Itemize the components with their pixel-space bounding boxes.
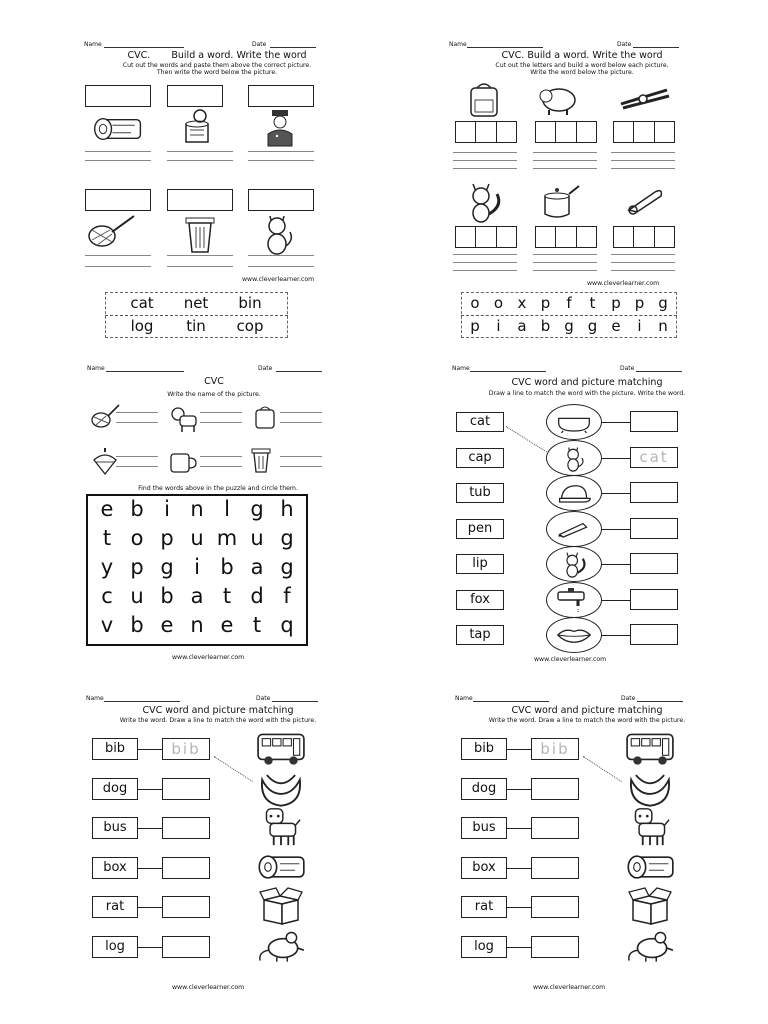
instruction-line-1: Cut out the letters and build a word below each picture. bbox=[495, 62, 669, 69]
puzzle-letter[interactable]: n bbox=[190, 497, 204, 521]
puzzle-letter[interactable]: b bbox=[130, 613, 144, 637]
puzzle-letter[interactable]: g bbox=[280, 555, 294, 579]
cut-out-letter[interactable]: a bbox=[517, 317, 527, 335]
write-line[interactable] bbox=[533, 270, 597, 271]
write-line[interactable] bbox=[280, 412, 322, 413]
connector-line bbox=[602, 422, 630, 423]
date-field[interactable] bbox=[636, 371, 682, 372]
worksheet-word-matching-2 bbox=[455, 694, 755, 1004]
bin-icon bbox=[250, 446, 272, 474]
letter-boxes[interactable] bbox=[535, 121, 597, 143]
word-box[interactable]: cap bbox=[456, 448, 504, 468]
write-line[interactable] bbox=[200, 422, 242, 423]
write-line[interactable] bbox=[248, 266, 314, 267]
write-line[interactable] bbox=[200, 466, 242, 467]
letter-boxes[interactable] bbox=[613, 226, 675, 248]
trace-word-box[interactable]: bib bbox=[162, 738, 210, 760]
answer-box[interactable] bbox=[630, 482, 678, 503]
write-line[interactable] bbox=[116, 422, 158, 423]
word-box[interactable]: pen bbox=[456, 519, 504, 539]
word-box[interactable]: fox bbox=[456, 590, 504, 610]
trace-word-box[interactable]: cat bbox=[630, 447, 678, 468]
write-line[interactable] bbox=[85, 151, 151, 152]
write-line[interactable] bbox=[167, 151, 233, 152]
fox-icon bbox=[465, 180, 505, 224]
write-line[interactable] bbox=[85, 266, 151, 267]
cut-out-letter[interactable]: o bbox=[470, 294, 480, 312]
cap-icon bbox=[556, 479, 592, 507]
write-line[interactable] bbox=[453, 270, 517, 271]
cut-out-word[interactable]: tin bbox=[186, 317, 206, 335]
tin-can-icon bbox=[180, 108, 214, 144]
connector-line bbox=[507, 789, 531, 790]
word-box[interactable]: bus bbox=[92, 817, 138, 839]
cut-out-letter[interactable]: p bbox=[634, 294, 645, 312]
dog-icon[interactable] bbox=[625, 807, 675, 847]
cup-icon bbox=[168, 450, 198, 474]
puzzle-letter[interactable]: a bbox=[190, 584, 204, 608]
paste-box-4[interactable] bbox=[85, 189, 151, 211]
write-line[interactable] bbox=[611, 262, 675, 263]
log-icon bbox=[90, 112, 146, 146]
puzzle-letter[interactable]: h bbox=[280, 497, 294, 521]
write-line[interactable] bbox=[116, 456, 158, 457]
bib-icon[interactable] bbox=[256, 768, 306, 808]
instruction: Write the name of the picture. bbox=[167, 391, 261, 398]
bag-icon bbox=[465, 80, 503, 118]
tap-icon bbox=[556, 586, 592, 614]
answer-box[interactable] bbox=[162, 778, 210, 800]
worksheet-header bbox=[452, 364, 752, 376]
word-box[interactable]: rat bbox=[92, 896, 138, 918]
paste-box-2[interactable] bbox=[167, 85, 223, 107]
website-url: www.cleverlearner.com bbox=[172, 984, 245, 991]
name-field[interactable] bbox=[470, 371, 546, 372]
example-match-line bbox=[214, 756, 253, 782]
letter-boxes[interactable] bbox=[613, 121, 675, 143]
bib-icon[interactable] bbox=[625, 768, 675, 808]
puzzle-letter[interactable]: b bbox=[160, 584, 174, 608]
bus-icon[interactable] bbox=[256, 728, 306, 768]
write-line[interactable] bbox=[533, 168, 597, 169]
paste-box-3[interactable] bbox=[248, 85, 314, 107]
log-icon[interactable] bbox=[625, 847, 675, 887]
letter-boxes[interactable] bbox=[535, 226, 597, 248]
worksheet-word-matching-1 bbox=[86, 694, 386, 1004]
word-box[interactable]: tap bbox=[456, 625, 504, 645]
answer-box[interactable] bbox=[531, 857, 579, 879]
cut-out-word[interactable]: cat bbox=[130, 294, 154, 312]
instruction-line-2: Write the word below the picture. bbox=[530, 69, 634, 76]
write-line[interactable] bbox=[453, 254, 517, 255]
answer-box[interactable] bbox=[630, 553, 678, 574]
dog-icon bbox=[168, 404, 200, 434]
date-field[interactable] bbox=[270, 47, 316, 48]
pen-icon bbox=[556, 515, 592, 543]
date-label: Date bbox=[620, 365, 635, 372]
write-line[interactable] bbox=[533, 152, 597, 153]
worksheet-picture-matching bbox=[452, 364, 752, 674]
write-line[interactable] bbox=[453, 168, 517, 169]
pot-icon bbox=[539, 182, 581, 220]
connector-line bbox=[602, 529, 630, 530]
tub-icon bbox=[556, 408, 592, 436]
date-label: Date bbox=[617, 41, 632, 48]
word-box[interactable]: bib bbox=[461, 738, 507, 760]
website-url: www.cleverlearner.com bbox=[534, 656, 607, 663]
worksheet-build-a-word-1 bbox=[82, 40, 382, 350]
instruction-line-2: Then write the word below the picture. bbox=[156, 69, 278, 76]
worksheet-title: CVC. Build a word. Write the word bbox=[501, 50, 663, 61]
date-label: Date bbox=[621, 695, 636, 702]
fox-icon bbox=[556, 550, 592, 578]
puzzle-letter[interactable]: t bbox=[102, 526, 112, 550]
write-line[interactable] bbox=[611, 160, 675, 161]
puzzle-instruction: Find the words above in the puzzle and circle them. bbox=[138, 485, 298, 492]
puzzle-letter[interactable]: e bbox=[100, 497, 114, 521]
cut-out-word[interactable]: bin bbox=[238, 294, 262, 312]
cut-out-letter[interactable]: o bbox=[493, 294, 504, 312]
write-line[interactable] bbox=[85, 160, 151, 161]
puzzle-letter[interactable]: y bbox=[100, 555, 114, 579]
name-label: Name bbox=[84, 41, 102, 48]
answer-box[interactable] bbox=[630, 518, 678, 539]
cut-out-letter[interactable]: g bbox=[658, 294, 668, 312]
answer-box[interactable] bbox=[531, 778, 579, 800]
word-box[interactable]: bib bbox=[92, 738, 138, 760]
word-box[interactable]: box bbox=[461, 857, 507, 879]
puzzle-letter[interactable]: u bbox=[190, 526, 204, 550]
answer-box[interactable] bbox=[162, 896, 210, 918]
trace-word-box[interactable]: bib bbox=[531, 738, 579, 760]
puzzle-letter[interactable]: n bbox=[190, 613, 204, 637]
word-box[interactable]: dog bbox=[92, 778, 138, 800]
date-field[interactable] bbox=[633, 47, 679, 48]
name-label: Name bbox=[455, 695, 473, 702]
name-field[interactable] bbox=[467, 47, 543, 48]
puzzle-letter[interactable]: v bbox=[100, 613, 114, 637]
puzzle-letter[interactable]: b bbox=[220, 555, 234, 579]
connector-line bbox=[138, 907, 162, 908]
cut-out-word[interactable]: cop bbox=[236, 317, 264, 335]
date-field[interactable] bbox=[276, 371, 322, 372]
connector-line bbox=[602, 600, 630, 601]
word-box[interactable]: bus bbox=[461, 817, 507, 839]
box-icon[interactable] bbox=[256, 886, 306, 926]
date-field[interactable] bbox=[637, 701, 683, 702]
connector-line bbox=[138, 828, 162, 829]
name-label: Name bbox=[452, 365, 470, 372]
puzzle-letter[interactable]: o bbox=[130, 526, 144, 550]
connector-line bbox=[507, 947, 531, 948]
answer-box[interactable] bbox=[630, 589, 678, 610]
word-box[interactable]: log bbox=[461, 936, 507, 958]
connector-line bbox=[507, 868, 531, 869]
name-label: Name bbox=[449, 41, 467, 48]
letter-boxes[interactable] bbox=[455, 226, 517, 248]
connector-line bbox=[138, 868, 162, 869]
cut-out-letter[interactable]: p bbox=[611, 294, 621, 312]
answer-box[interactable] bbox=[531, 936, 579, 958]
letter-boxes[interactable] bbox=[455, 121, 517, 143]
box-icon[interactable] bbox=[625, 886, 675, 926]
name-field[interactable] bbox=[104, 701, 180, 702]
puzzle-letter[interactable]: p bbox=[160, 526, 174, 550]
puzzle-letter[interactable]: p bbox=[130, 555, 144, 579]
cut-out-letter[interactable]: f bbox=[566, 294, 572, 312]
date-label: Date bbox=[256, 695, 271, 702]
write-line[interactable] bbox=[611, 152, 675, 153]
write-line[interactable] bbox=[611, 270, 675, 271]
cut-out-word[interactable]: net bbox=[183, 294, 209, 312]
example-match-line bbox=[506, 426, 549, 453]
cut-line bbox=[461, 315, 677, 316]
pin-icon bbox=[625, 186, 665, 216]
word-box[interactable]: cat bbox=[456, 412, 504, 432]
puzzle-letter[interactable]: u bbox=[250, 526, 264, 550]
word-box[interactable]: dog bbox=[461, 778, 507, 800]
puzzle-letter[interactable]: q bbox=[280, 613, 294, 637]
cut-line bbox=[105, 315, 288, 316]
answer-box[interactable] bbox=[162, 936, 210, 958]
puzzle-letter[interactable]: u bbox=[130, 584, 144, 608]
connector-line bbox=[507, 828, 531, 829]
write-line[interactable] bbox=[533, 254, 597, 255]
write-line[interactable] bbox=[85, 255, 151, 256]
puzzle-letter[interactable]: g bbox=[160, 555, 174, 579]
instruction: Write the word. Draw a line to match the word with the picture. bbox=[119, 717, 317, 724]
rat-icon[interactable] bbox=[625, 926, 675, 966]
website-url: www.cleverlearner.com bbox=[587, 280, 660, 287]
instruction-line-1: Cut out the words and paste them above the correct picture. bbox=[122, 62, 312, 69]
date-label: Date bbox=[258, 365, 273, 372]
puzzle-letter[interactable]: g bbox=[280, 526, 294, 550]
write-line[interactable] bbox=[611, 168, 675, 169]
bag-icon bbox=[252, 404, 278, 430]
net-icon bbox=[90, 402, 120, 432]
write-line[interactable] bbox=[453, 160, 517, 161]
answer-box[interactable] bbox=[531, 896, 579, 918]
puzzle-letter[interactable]: b bbox=[130, 497, 144, 521]
worksheet-title: CVC word and picture matching bbox=[142, 705, 294, 716]
write-line[interactable] bbox=[200, 412, 242, 413]
write-line[interactable] bbox=[280, 466, 322, 467]
cut-out-word[interactable]: log bbox=[130, 317, 154, 335]
worksheet-header bbox=[82, 364, 382, 376]
website-url: www.cleverlearner.com bbox=[242, 276, 315, 283]
worksheet-build-a-word-2 bbox=[447, 40, 747, 350]
cut-out-letter[interactable]: i bbox=[496, 317, 501, 335]
name-field[interactable] bbox=[106, 371, 184, 372]
puzzle-letter[interactable]: d bbox=[250, 584, 264, 608]
write-line[interactable] bbox=[116, 466, 158, 467]
dog-icon[interactable] bbox=[256, 807, 306, 847]
instruction: Write the word. Draw a line to match the word with the picture. bbox=[488, 717, 686, 724]
lip-icon bbox=[556, 621, 592, 649]
bus-icon[interactable] bbox=[625, 728, 675, 768]
worksheet-title: CVC word and picture matching bbox=[511, 705, 663, 716]
write-line[interactable] bbox=[280, 456, 322, 457]
puzzle-letter[interactable]: t bbox=[252, 613, 262, 637]
word-box[interactable]: box bbox=[92, 857, 138, 879]
write-line[interactable] bbox=[533, 160, 597, 161]
write-line[interactable] bbox=[248, 151, 314, 152]
cut-out-letter[interactable]: p bbox=[540, 294, 551, 312]
puzzle-letter[interactable]: c bbox=[101, 584, 113, 608]
connector-line bbox=[138, 947, 162, 948]
fishing-net-icon bbox=[86, 212, 138, 254]
puzzle-letter[interactable]: l bbox=[224, 497, 230, 521]
puzzle-letter[interactable]: f bbox=[283, 584, 291, 608]
pig-icon bbox=[537, 82, 583, 116]
answer-box[interactable] bbox=[630, 411, 678, 432]
write-line[interactable] bbox=[248, 160, 314, 161]
cut-out-letter[interactable]: g bbox=[587, 317, 598, 335]
connector-line bbox=[507, 907, 531, 908]
cut-out-letter[interactable]: p bbox=[470, 317, 480, 335]
write-line[interactable] bbox=[200, 456, 242, 457]
answer-box[interactable] bbox=[531, 817, 579, 839]
connector-line bbox=[138, 749, 162, 750]
connector-line bbox=[602, 635, 630, 636]
write-line[interactable] bbox=[453, 152, 517, 153]
write-line[interactable] bbox=[453, 262, 517, 263]
puzzle-letter[interactable]: e bbox=[160, 613, 174, 637]
write-line[interactable] bbox=[248, 255, 314, 256]
example-match-line bbox=[583, 756, 622, 782]
write-line[interactable] bbox=[167, 266, 233, 267]
word-box[interactable]: lip bbox=[456, 554, 504, 574]
top-icon bbox=[92, 446, 118, 476]
puzzle-letter[interactable]: a bbox=[250, 555, 264, 579]
word-box[interactable]: rat bbox=[461, 896, 507, 918]
cut-out-letter[interactable]: e bbox=[611, 317, 621, 335]
name-field[interactable] bbox=[473, 701, 549, 702]
log-icon[interactable] bbox=[256, 847, 306, 887]
puzzle-letter[interactable]: i bbox=[164, 497, 170, 521]
word-box[interactable]: log bbox=[92, 936, 138, 958]
connector-line bbox=[138, 789, 162, 790]
instruction: Draw a line to match the word with the picture. Write the word. bbox=[488, 390, 686, 397]
write-line[interactable] bbox=[167, 255, 233, 256]
date-field[interactable] bbox=[272, 701, 318, 702]
puzzle-letter[interactable]: m bbox=[216, 526, 238, 550]
police-officer-icon bbox=[262, 108, 298, 148]
write-line[interactable] bbox=[167, 160, 233, 161]
answer-box[interactable] bbox=[162, 817, 210, 839]
cat-icon bbox=[556, 444, 592, 472]
cut-out-letter[interactable]: n bbox=[658, 317, 668, 335]
answer-box[interactable] bbox=[162, 857, 210, 879]
puzzle-letter[interactable]: g bbox=[250, 497, 264, 521]
date-label: Date bbox=[252, 41, 267, 48]
paste-box-1[interactable] bbox=[85, 85, 151, 107]
paste-box-6[interactable] bbox=[248, 189, 314, 211]
write-line[interactable] bbox=[116, 412, 158, 413]
connector-line bbox=[602, 493, 630, 494]
worksheet-title: CVC bbox=[204, 376, 224, 387]
paste-box-5[interactable] bbox=[167, 189, 233, 211]
name-label: Name bbox=[86, 695, 104, 702]
connector-line bbox=[602, 458, 630, 459]
cut-out-letter[interactable]: g bbox=[564, 317, 574, 335]
connector-line bbox=[602, 564, 630, 565]
puzzle-letter[interactable]: e bbox=[220, 613, 234, 637]
website-url: www.cleverlearner.com bbox=[533, 984, 606, 991]
name-label: Name bbox=[87, 365, 105, 372]
name-field[interactable] bbox=[104, 47, 184, 48]
puzzle-letter[interactable]: t bbox=[222, 584, 232, 608]
write-line[interactable] bbox=[280, 422, 322, 423]
trash-bin-icon bbox=[182, 212, 218, 254]
word-box[interactable]: tub bbox=[456, 483, 504, 503]
cut-out-letter[interactable]: x bbox=[517, 294, 527, 312]
puzzle-letter[interactable]: i bbox=[194, 555, 200, 579]
worksheet-word-search bbox=[82, 364, 382, 674]
worksheet-title: CVC word and picture matching bbox=[511, 377, 663, 388]
peg-icon bbox=[617, 84, 673, 112]
connector-line bbox=[507, 749, 531, 750]
cat-icon bbox=[258, 210, 296, 256]
cut-out-letter[interactable]: b bbox=[540, 317, 551, 335]
write-line[interactable] bbox=[533, 262, 597, 263]
cut-out-letter[interactable]: i bbox=[637, 317, 642, 335]
rat-icon[interactable] bbox=[256, 926, 306, 966]
cut-out-letter[interactable]: t bbox=[589, 294, 596, 312]
worksheet-title: CVC. Build a word. Write the word bbox=[127, 50, 307, 61]
website-url: www.cleverlearner.com bbox=[172, 654, 245, 661]
write-line[interactable] bbox=[611, 254, 675, 255]
answer-box[interactable] bbox=[630, 624, 678, 645]
